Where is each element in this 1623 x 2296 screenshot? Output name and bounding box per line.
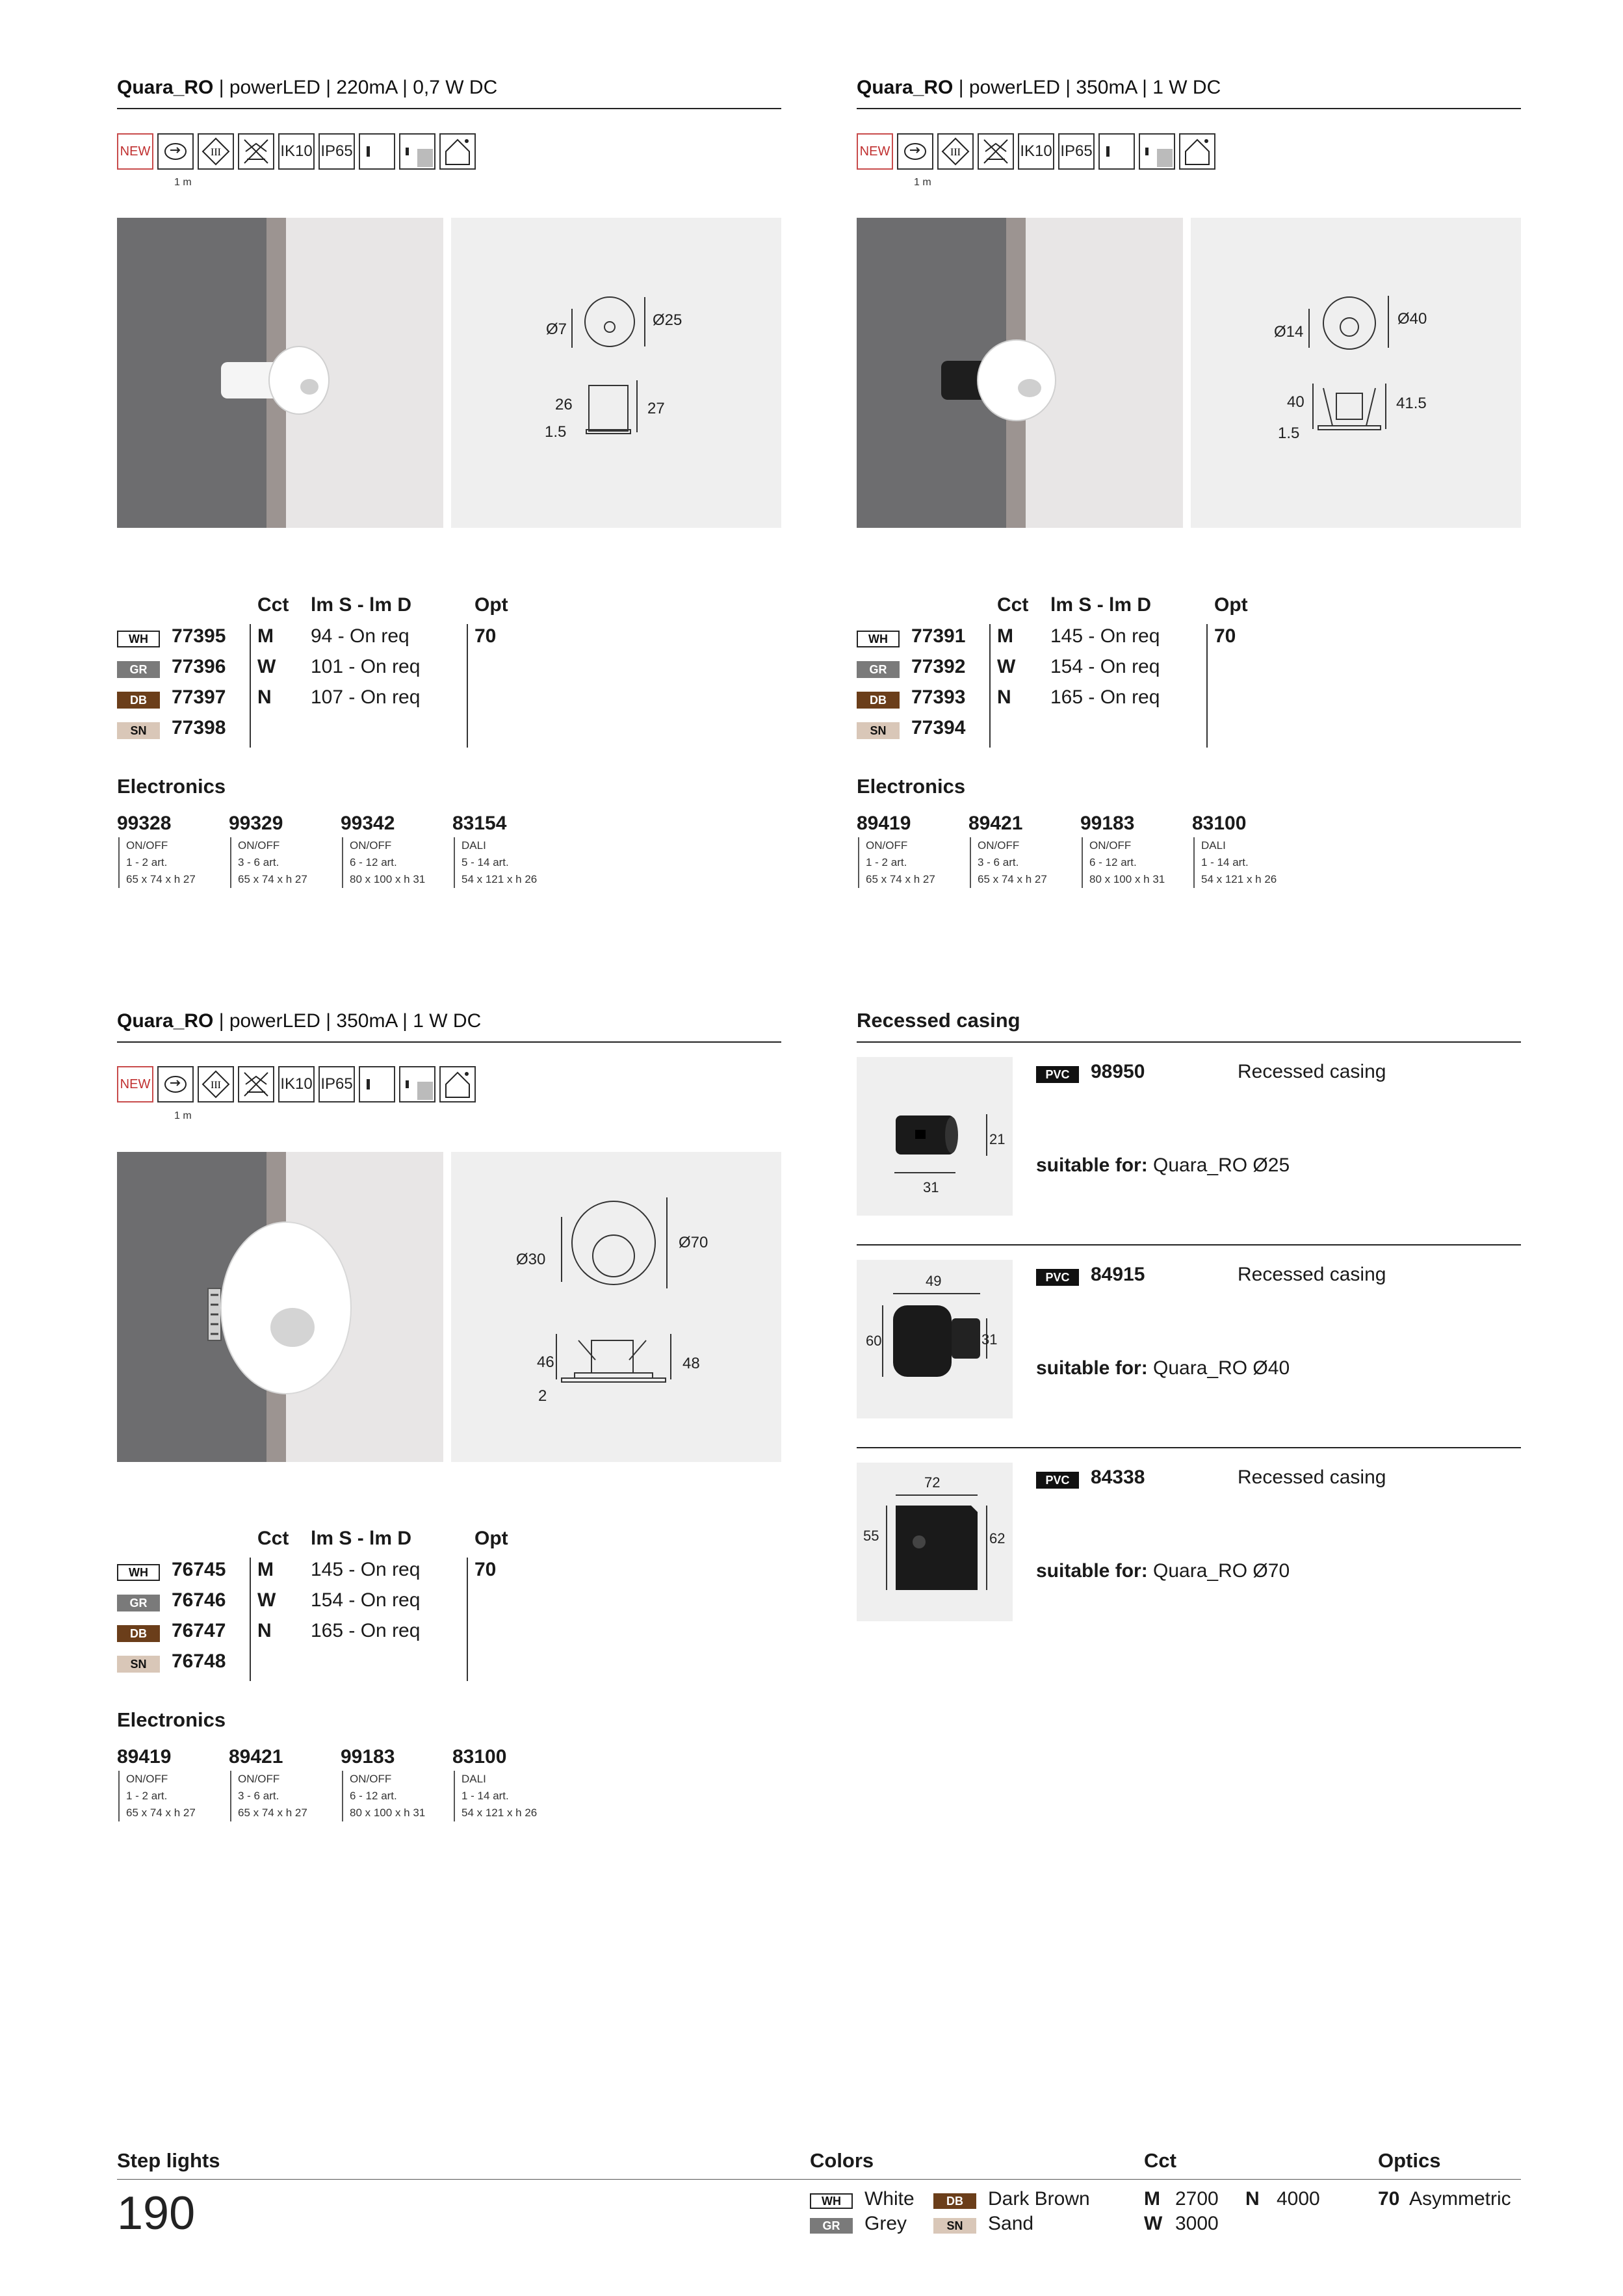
product-code: 77395 [172,625,226,647]
table-divider [250,624,251,748]
header-cct: Cct [257,1528,289,1549]
color-badge-wh: WH [117,1564,160,1581]
color-badge-wh: WH [857,631,900,647]
dim-b: Ø70 [679,1234,708,1251]
driver-spec: ON/OFF 1 - 2 art. 65 x 74 x h 27 [118,1771,196,1821]
cct-value: N [997,686,1011,708]
electronics-heading: Electronics [117,1708,226,1731]
electronics-heading: Electronics [857,775,966,798]
house-icon [439,133,476,170]
driver-code: 83100 [1192,813,1247,834]
no-insulation-cover-icon [238,133,274,170]
product-photo [857,218,1183,528]
fixture-render [941,335,1071,426]
casing-dim-right: 31 [981,1331,998,1348]
casing-code: 84915 [1091,1264,1145,1285]
lumen-value: 94 - On req [311,625,409,647]
material-badge-pvc: PVC [1036,1472,1079,1489]
cable-length-note: 1 m [914,177,931,188]
cct-value: W [997,656,1016,677]
title-rule [117,108,781,109]
cct-value: M [257,625,274,647]
legend-badge-wh: WH [810,2193,853,2209]
flush-step-icon [359,133,395,170]
product-title: Quara_RO | powerLED | 350mA | 1 W DC [117,1010,482,1032]
feature-icons [117,133,476,170]
casing-dim-top: 72 [924,1474,941,1491]
color-badge-gr: GR [857,661,900,678]
footer-cct-title: Cct [1144,2149,1176,2172]
driver-code: 99183 [341,1746,395,1768]
table-divider [1206,624,1208,748]
cct-key: W [1144,2213,1163,2234]
lumen-value: 145 - On req [311,1559,421,1580]
dim-e: 2 [538,1387,547,1405]
lumen-value: 101 - On req [311,656,421,677]
header-opt: Opt [1214,594,1248,616]
house-icon [439,1066,476,1102]
driver-code: 89419 [117,1746,172,1768]
driver-code: 99183 [1080,813,1135,834]
optic-value: 70 [1214,625,1236,647]
driver-code: 99329 [229,813,283,834]
ip65-icon: IP65 [1058,133,1095,170]
rotation-icon [897,133,933,170]
lumen-value: 165 - On req [311,1620,421,1641]
flush-step-icon [359,1066,395,1102]
cable-length-note: 1 m [174,177,192,188]
rotation-icon [157,1066,194,1102]
new-badge-icon: NEW [117,133,153,170]
driver-spec: ON/OFF 1 - 2 art. 65 x 74 x h 27 [858,837,935,888]
title-rule [117,1041,781,1043]
casing-code: 84338 [1091,1467,1145,1488]
cable-length-note: 1 m [174,1110,192,1121]
color-badge-sn: SN [117,1656,160,1673]
legend-name: Dark Brown [988,2188,1090,2210]
driver-spec: DALI 5 - 14 art. 54 x 121 x h 26 [454,837,537,888]
driver-spec: ON/OFF 1 - 2 art. 65 x 74 x h 27 [118,837,196,888]
casing-image [857,1057,1013,1216]
half-light-icon [1139,133,1175,170]
product-code: 76746 [172,1589,226,1611]
casing-dim-left: 55 [863,1528,879,1544]
house-icon [1179,133,1215,170]
dim-b: Ø40 [1397,310,1427,328]
driver-spec: DALI 1 - 14 art. 54 x 121 x h 26 [1193,837,1277,888]
table-divider [989,624,991,748]
product-code: 77396 [172,656,226,677]
cct-value: 4000 [1277,2188,1320,2210]
class-iii-icon [198,133,234,170]
product-code: 76747 [172,1620,226,1641]
driver-spec: ON/OFF 6 - 12 art. 80 x 100 x h 31 [342,837,425,888]
driver-code: 89419 [857,813,911,834]
driver-spec: ON/OFF 3 - 6 art. 65 x 74 x h 27 [230,837,307,888]
dim-e: 1.5 [1278,424,1300,442]
product-code: 76745 [172,1559,226,1580]
cct-value: 3000 [1175,2213,1219,2234]
lumen-value: 154 - On req [1050,656,1160,677]
legend-name: Grey [864,2213,907,2234]
casing-heading: Recessed casing [857,1009,1020,1032]
header-lm: lm S - lm D [1050,594,1152,616]
driver-code: 99328 [117,813,172,834]
footer-section-title: Step lights [117,2149,220,2172]
header-opt: Opt [474,594,508,616]
driver-code: 83154 [452,813,507,834]
footer-colors-title: Colors [810,2149,874,2172]
dim-d: 41.5 [1396,395,1427,412]
driver-spec: ON/OFF 3 - 6 art. 65 x 74 x h 27 [970,837,1047,888]
svg-text:III: III [211,147,221,158]
casing-dim-right: 62 [989,1530,1006,1546]
fixture-render [221,335,338,426]
cct-value: N [257,1620,272,1641]
dimension-drawing [451,218,781,528]
product-photo [117,1152,443,1462]
ik10-icon: IK10 [1018,133,1054,170]
casing-desc: Recessed casing [1238,1467,1386,1488]
dim-c: 46 [537,1353,554,1371]
driver-code: 99342 [341,813,395,834]
casing-code: 98950 [1091,1061,1145,1082]
casing-dim-left: 60 [866,1333,882,1349]
color-badge-wh: WH [117,631,160,647]
class-iii-icon [198,1066,234,1102]
casing-suitable: suitable for: Quara_RO Ø25 [1036,1155,1290,1176]
dimension-drawing [451,1152,781,1462]
cct-value: 2700 [1175,2188,1219,2210]
ip65-icon: IP65 [318,1066,355,1102]
title-rule [857,108,1521,109]
legend-badge-sn: SN [933,2218,976,2234]
flush-step-icon [1098,133,1135,170]
cct-value: W [257,656,276,677]
cct-value: M [997,625,1013,647]
cct-key: N [1245,2188,1260,2210]
casing-dim-h: 21 [989,1131,1006,1147]
cct-value: M [257,1559,274,1580]
fixture-render [195,1217,364,1405]
driver-spec: ON/OFF 6 - 12 art. 80 x 100 x h 31 [1082,837,1165,888]
color-badge-gr: GR [117,661,160,678]
casing-image [857,1463,1013,1621]
header-lm: lm S - lm D [311,1528,412,1549]
driver-code: 89421 [229,1746,283,1768]
lumen-value: 165 - On req [1050,686,1160,708]
table-divider [467,1558,468,1681]
casing-desc: Recessed casing [1238,1061,1386,1082]
color-badge-db: DB [117,1625,160,1642]
dim-a: Ø7 [546,320,567,338]
casing-rule [857,1041,1521,1043]
product-code: 77391 [911,625,966,647]
header-cct: Cct [997,594,1029,616]
header-lm: lm S - lm D [311,594,412,616]
product-code: 77394 [911,717,966,738]
optic-value: 70 [474,625,497,647]
cct-key: M [1144,2188,1160,2210]
product-code: 77393 [911,686,966,708]
optic-value: 70 [474,1559,497,1580]
feature-icons [117,1066,476,1102]
casing-image [857,1260,1013,1418]
footer-optics-title: Optics [1378,2149,1441,2172]
optics-value: Asymmetric [1409,2188,1511,2210]
legend-badge-db: DB [933,2193,976,2209]
no-insulation-cover-icon [238,1066,274,1102]
no-insulation-cover-icon [978,133,1014,170]
half-light-icon [399,133,435,170]
driver-spec: DALI 1 - 14 art. 54 x 121 x h 26 [454,1771,537,1821]
material-badge-pvc: PVC [1036,1269,1079,1286]
driver-code: 83100 [452,1746,507,1768]
ik10-icon: IK10 [278,1066,315,1102]
feature-icons [857,133,1215,170]
header-opt: Opt [474,1528,508,1549]
half-light-icon [399,1066,435,1102]
casing-divider [857,1244,1521,1246]
driver-spec: ON/OFF 6 - 12 art. 80 x 100 x h 31 [342,1771,425,1821]
table-divider [250,1558,251,1681]
dim-b: Ø25 [653,311,682,329]
casing-suitable: suitable for: Quara_RO Ø40 [1036,1357,1290,1379]
lumen-value: 145 - On req [1050,625,1160,647]
dim-c: 26 [555,396,573,413]
lumen-value: 154 - On req [311,1589,421,1611]
header-cct: Cct [257,594,289,616]
color-badge-gr: GR [117,1595,160,1611]
product-title: Quara_RO | powerLED | 350mA | 1 W DC [857,77,1221,98]
dim-d: 27 [647,400,665,417]
dim-a: Ø30 [516,1251,546,1268]
cct-value: W [257,1589,276,1611]
lumen-value: 107 - On req [311,686,421,708]
product-code: 76748 [172,1650,226,1672]
optics-key: 70 [1378,2188,1400,2210]
cct-value: N [257,686,272,708]
casing-dim-top: 49 [926,1273,942,1289]
dim-c: 40 [1287,393,1305,411]
legend-name: Sand [988,2213,1034,2234]
class-iii-icon [937,133,974,170]
casing-divider [857,1447,1521,1448]
ip65-icon: IP65 [318,133,355,170]
driver-code: 89421 [968,813,1023,834]
driver-spec: ON/OFF 3 - 6 art. 65 x 74 x h 27 [230,1771,307,1821]
material-badge-pvc: PVC [1036,1066,1079,1083]
legend-name: White [864,2188,915,2210]
new-badge-icon: NEW [857,133,893,170]
color-badge-sn: SN [117,722,160,739]
rotation-icon [157,133,194,170]
svg-text:III: III [950,147,961,158]
svg-text:III: III [211,1080,221,1091]
ik10-icon: IK10 [278,133,315,170]
casing-suitable: suitable for: Quara_RO Ø70 [1036,1560,1290,1582]
table-divider [467,624,468,748]
casing-dim-w: 31 [923,1179,939,1195]
color-badge-db: DB [117,692,160,709]
product-title: Quara_RO | powerLED | 220mA | 0,7 W DC [117,77,498,98]
casing-desc: Recessed casing [1238,1264,1386,1285]
product-code: 77392 [911,656,966,677]
footer-rule [117,2179,1521,2180]
page-number: 190 [117,2187,196,2239]
new-badge-icon: NEW [117,1066,153,1102]
legend-badge-gr: GR [810,2218,853,2234]
dim-a: Ø14 [1274,323,1304,341]
product-code: 77397 [172,686,226,708]
product-code: 77398 [172,717,226,738]
color-badge-db: DB [857,692,900,709]
dimension-drawing [1191,218,1521,528]
color-badge-sn: SN [857,722,900,739]
electronics-heading: Electronics [117,775,226,798]
product-photo [117,218,443,528]
dim-d: 48 [682,1355,700,1372]
dim-e: 1.5 [545,423,567,441]
